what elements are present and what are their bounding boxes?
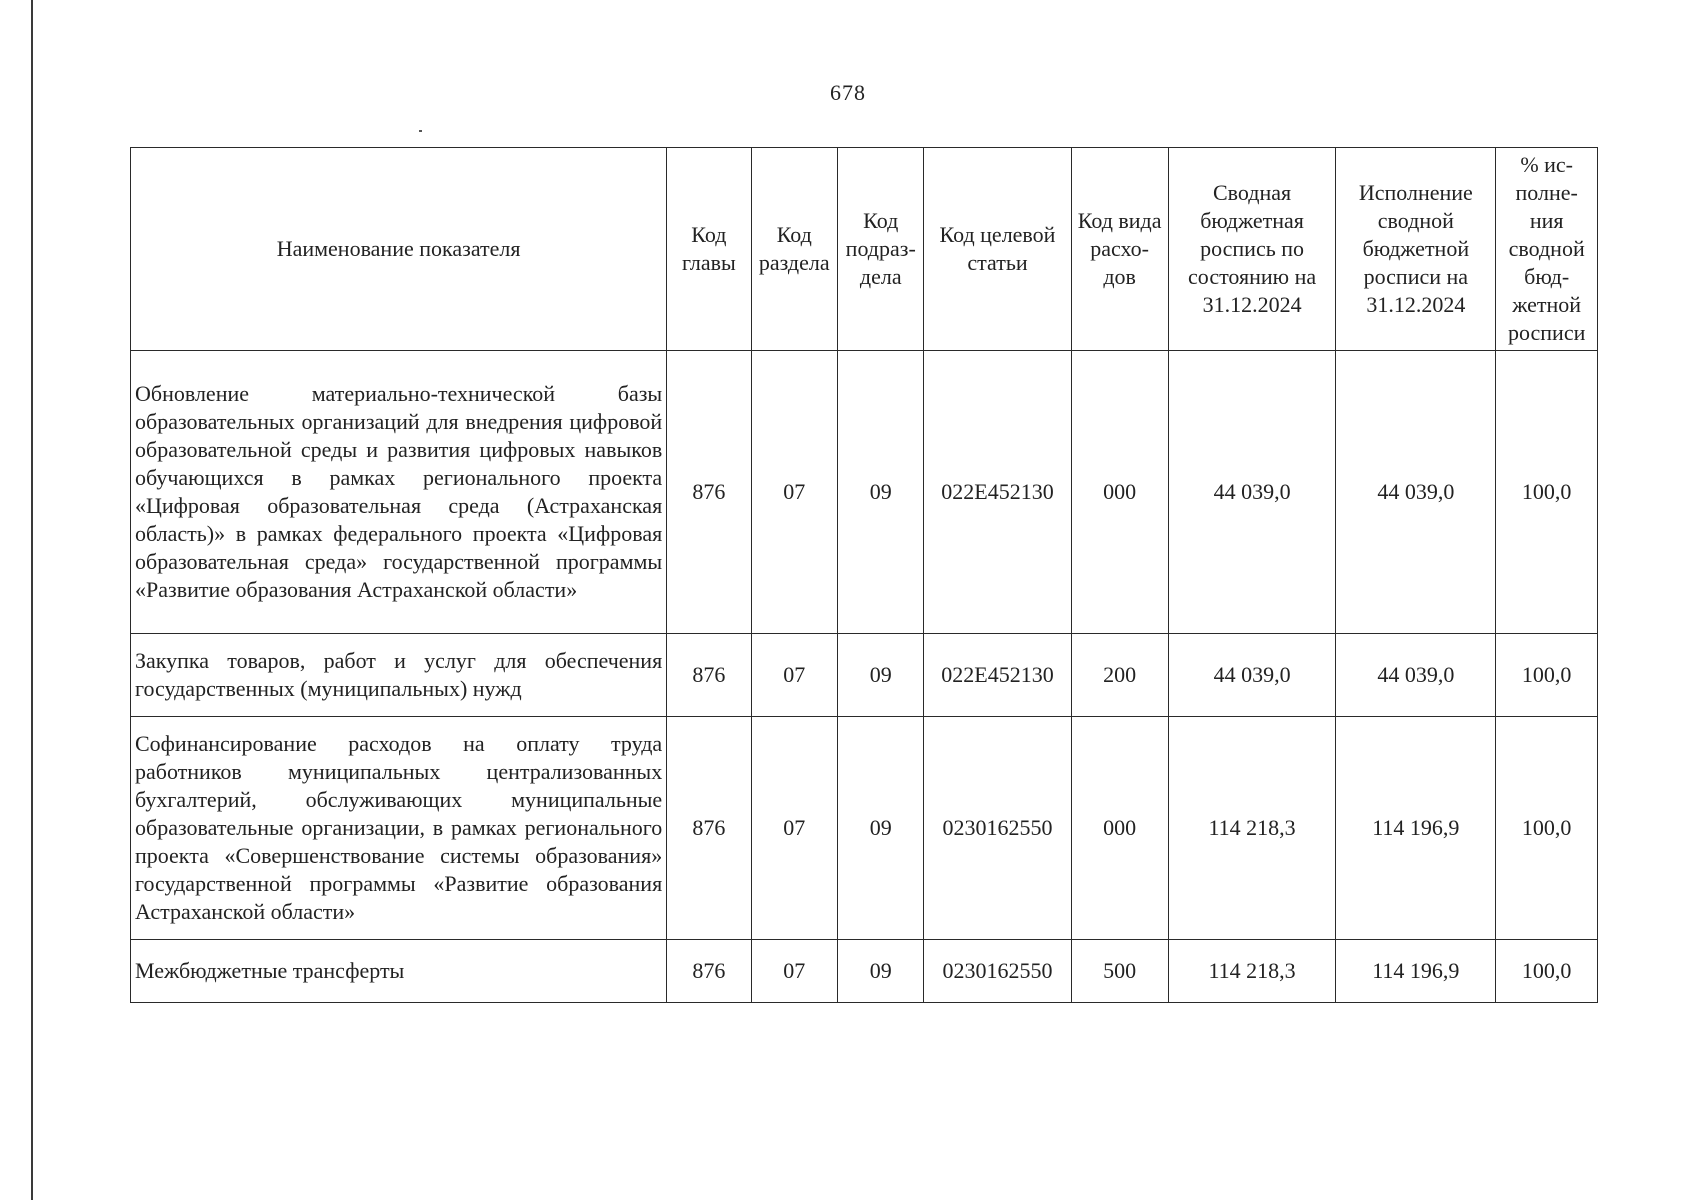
cell-name: Межбюджетные трансферты [131,940,667,1003]
header-expense-code: Код вида расхо-дов [1071,148,1168,351]
cell-planned: 44 039,0 [1168,634,1336,717]
table-row [131,940,1598,1003]
header-executed: Исполнение сводной бюджетной росписи на 31.12.2024 [1336,148,1496,351]
cell-section: 07 [751,351,837,634]
cell-expense: 500 [1071,940,1168,1003]
cell-executed: 114 196,9 [1336,940,1496,1003]
budget-execution-table [130,147,1598,1003]
cell-section: 07 [751,717,837,940]
cell-percent: 100,0 [1496,717,1598,940]
page-number: 678 [830,80,866,105]
cell-name: Софинансирование расходов на оплату труда работников муниципальных централизованных бухгалтерий, обслуживающих муниципальные образовательные организации, в рамках регионального проекта «Совершенствование системы образования» государственной программы «Развитие образования Астраханской области» [131,717,667,940]
header-target-code: Код целевой статьи [924,148,1071,351]
table-row [131,717,1598,940]
left-margin-line [31,0,33,1200]
cell-target: 0230162550 [924,940,1071,1003]
cell-subsection: 09 [838,634,924,717]
cell-percent: 100,0 [1496,634,1598,717]
cell-target: 022E452130 [924,351,1071,634]
cell-planned: 44 039,0 [1168,351,1336,634]
table-row [131,351,1598,634]
cell-chapter: 876 [667,351,751,634]
header-section-code: Код раздела [751,148,837,351]
header-name: Наименование показателя [131,148,667,351]
cell-chapter: 876 [667,940,751,1003]
header-percent: % ис-полне-ния сводной бюд-жетной росписи [1496,148,1598,351]
cell-executed: 114 196,9 [1336,717,1496,940]
cell-planned: 114 218,3 [1168,940,1336,1003]
scan-speck [419,130,422,132]
header-chapter-code: Код главы [667,148,751,351]
cell-executed: 44 039,0 [1336,634,1496,717]
cell-chapter: 876 [667,717,751,940]
cell-subsection: 09 [838,351,924,634]
cell-section: 07 [751,940,837,1003]
cell-subsection: 09 [838,940,924,1003]
header-subsection-code: Код подраз-дела [838,148,924,351]
cell-expense: 200 [1071,634,1168,717]
cell-target: 022E452130 [924,634,1071,717]
cell-name: Закупка товаров, работ и услуг для обеспечения государственных (муниципальных) нужд [131,634,667,717]
cell-expense: 000 [1071,717,1168,940]
cell-target: 0230162550 [924,717,1071,940]
cell-percent: 100,0 [1496,351,1598,634]
cell-planned: 114 218,3 [1168,717,1336,940]
cell-chapter: 876 [667,634,751,717]
cell-subsection: 09 [838,717,924,940]
cell-executed: 44 039,0 [1336,351,1496,634]
cell-expense: 000 [1071,351,1168,634]
cell-percent: 100,0 [1496,940,1598,1003]
header-row [131,148,1598,351]
table-row [131,634,1598,717]
header-planned: Сводная бюджетная роспись по состоянию на 31.12.2024 [1168,148,1336,351]
cell-name: Обновление материально-технической базы образовательных организаций для внедрения цифровой образовательной среды и развития цифровых навыков обучающихся в рамках регионального проекта «Цифровая образовательная среда (Астраханская область)» в рамках федерального проекта «Цифровая образовательная среда» государственной программы «Развитие образования Астраханской области» [131,351,667,634]
cell-section: 07 [751,634,837,717]
